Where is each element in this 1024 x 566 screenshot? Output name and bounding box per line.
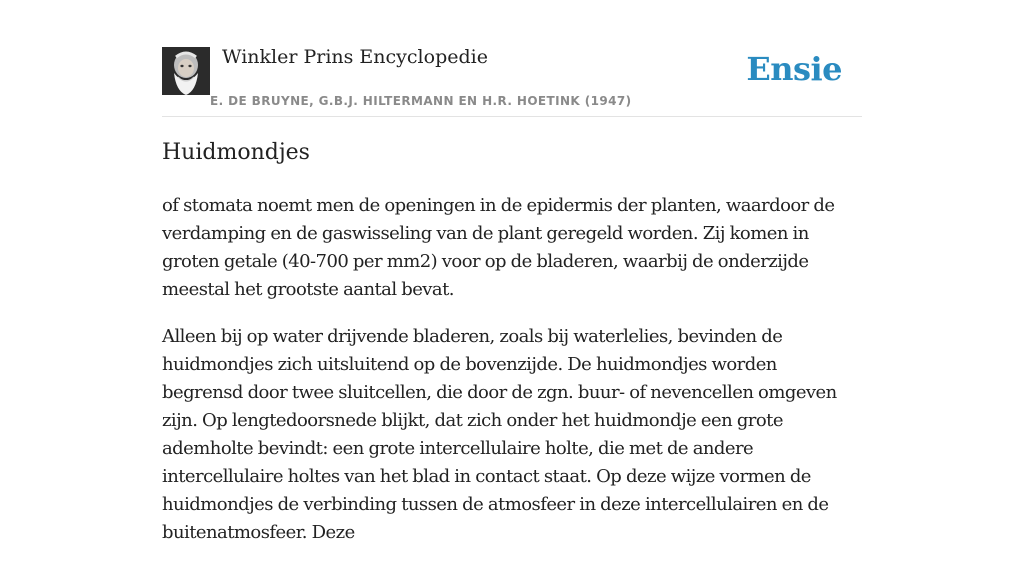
entry-title: Huidmondjes <box>162 140 310 165</box>
bearded-man-portrait-icon <box>162 47 210 95</box>
source-title[interactable]: Winkler Prins Encyclopedie <box>222 46 488 68</box>
entry-body <box>162 192 862 566</box>
author-avatar[interactable] <box>162 47 210 95</box>
entry-paragraph: Alleen bij op water drijvende bladeren, zoals bij waterlelies, bevinden de huidmondjes zich uitsluitend op de bovenzijde. De huidmondjes worden begrensd door twee sluitcellen, die door de zgn. buur- of nevencellen omgeven zijn. Op lengtedoorsnede blijkt, dat zich onder het huidmondje een grote ademholte bevindt: een grote intercellulaire holte, die met de andere intercellulaire holtes van het blad in contact staat. Op deze wijze vormen de huidmondjes de verbinding tussen de atmosfeer in deze intercellulairen en de buitenatmosfeer. Deze <box>162 326 837 543</box>
source-header <box>162 0 862 117</box>
ensie-logo-link[interactable]: Ensie <box>746 50 842 88</box>
source-authors: E. DE BRUYNE, G.B.J. HILTERMANN EN H.R. HOETINK (1947) <box>210 94 632 108</box>
article-page <box>162 0 862 543</box>
entry-paragraph: of stomata noemt men de openingen in de epidermis der planten, waardoor de verdamping en de gaswisseling van de plant geregeld worden. Zij komen in groten getale (40-700 per mm2) voor op de bladeren, waarbij de onderzijde meestal het grootste aantal bevat. <box>162 195 835 300</box>
